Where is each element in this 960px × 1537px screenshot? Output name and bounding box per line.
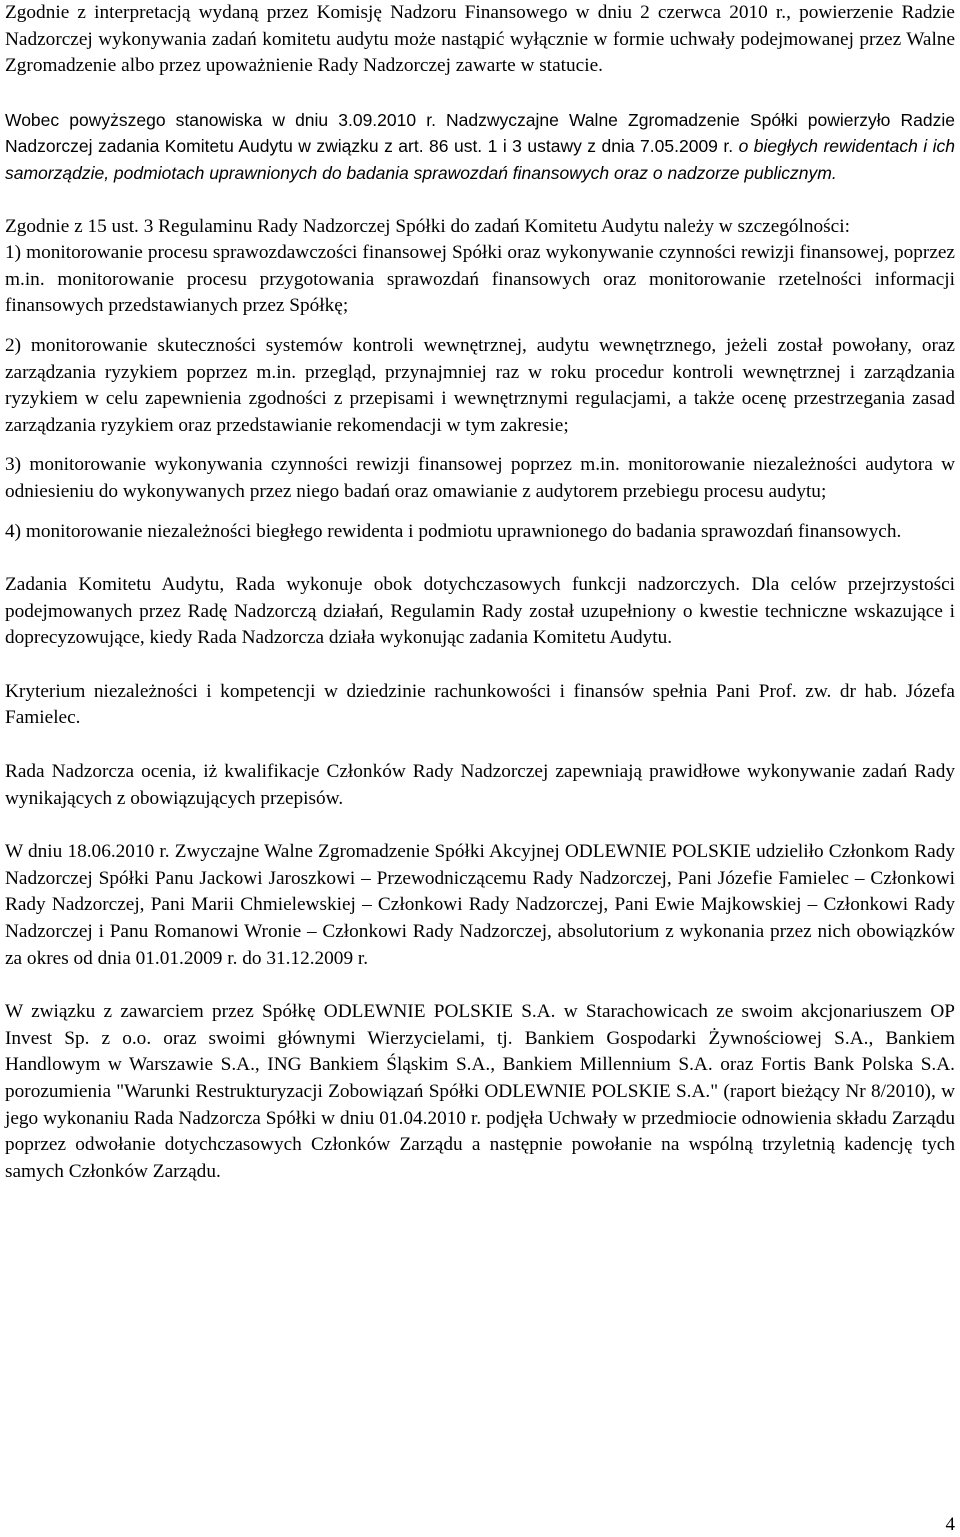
list-item-3: 3) monitorowanie wykonywania czynności rewizji finansowej poprzez m.in. monitorowanie niezależności audytora w odniesieniu do wykonywanych przez niego badań oraz omawianie z audytorem przebiegu procesu audytu; (5, 454, 955, 502)
paragraph-audit-tasks: Zadania Komitetu Audytu, Rada wykonuje obok dotychczasowych funkcji nadzorczych. Dla celów przejrzystości podejmowanych przez Radę Nadzorczą działań, Regulamin Rady został uzupełniony o kwestie techniczne wskazujące i doprecyzowujące, kiedy Rada Nadzorcza działa wykonując zadania Komitetu Audytu. (5, 574, 955, 649)
document-page (5, 0, 955, 1185)
paragraph-nwz-resolution (5, 107, 955, 187)
act-title-italic: o biegłych rewidentach i ich samorządzie, podmiotach uprawnionych do badania sprawozdań finansowych oraz o nadzorze publicznym. (5, 136, 955, 183)
paragraph-absolution: W dniu 18.06.2010 r. Zwyczajne Walne Zgromadzenie Spółki Akcyjnej ODLEWNIE POLSKIE udzieliło Członkom Rady Nadzorczej Spółki Panu Jackowi Jaroszkowi – Przewodniczącemu Rady Nadzorczej, Pani Józefie Famielec – Członkowi Rady Nadzorczej, Pani Marii Chmielewskiej – Członkowi Rady Nadzorczej, Pani Ewie Majkowskiej – Członkowi Rady Nadzorczej i Panu Romanowi Wronie – Członkowi Rady Nadzorczej, absolutorium z wykonania przez nich obowiązków za okres od dnia 01.01.2009 r. do 31.12.2009 r. (5, 841, 955, 969)
list-item-1: 1) monitorowanie procesu sprawozdawczości finansowej Spółki oraz wykonywanie czynności rewizji finansowej, poprzez m.in. monitorowanie procesu przygotowania sprawozdań finansowych oraz monitorowanie rzetelności informacji finansowych przedstawianych przez Spółkę; (5, 242, 955, 317)
list-item-2: 2) monitorowanie skuteczności systemów kontroli wewnętrznej, audytu wewnętrznego, jeżeli został powołany, oraz zarządzania ryzykiem poprzez m.in. przegląd, przynajmniej raz w roku procedur kontroli wewnętrznej i zarządzania ryzykiem w celu zapewnienia zgodności z przepisami i wewnętrznymi regulacjami, a także ocenę przestrzegania zasad zarządzania ryzykiem oraz przedstawianie rekomendacji w tym zakresie; (5, 334, 955, 436)
paragraph-restructuring: W związku z zawarciem przez Spółkę ODLEWNIE POLSKIE S.A. w Starachowicach ze swoim akcjonariuszem OP Invest Sp. z o.o. oraz swoimi głównymi Wierzycielami, tj. Bankiem Gospodarki Żywnościowej S.A., Bankiem Handlowym w Warszawie S.A., ING Bankiem Śląskim S.A., Bankiem Millennium S.A. oraz Fortis Bank Polska S.A. porozumienia "Warunki Restrukturyzacji Zobowiązań Spółki ODLEWNIE POLSKIE S.A." (raport bieżący Nr 8/2010), w jego wykonaniu Rada Nadzorcza Spółki w dniu 01.04.2010 r. podjęła Uchwały w przedmiocie odnowienia składu Zarządu poprzez odwołanie dotychczasowych Członków Zarządu a następnie powołanie na wspólną trzyletnią kadencję tych samych Członków Zarządu. (5, 1001, 955, 1182)
paragraph-regulation-intro: Zgodnie z 15 ust. 3 Regulaminu Rady Nadzorczej Spółki do zadań Komitetu Audytu należy w szczególności: (5, 215, 850, 237)
page-number: 4 (945, 1514, 955, 1535)
paragraph-independence-criterion: Kryterium niezależności i kompetencji w dziedzinie rachunkowości i finansów spełnia Pani Prof. zw. dr hab. Józefa Famielec. (5, 680, 955, 729)
paragraph-qualifications: Rada Nadzorcza ocenia, iż kwalifikacje Członków Rady Nadzorczej zapewniają prawidłowe wykonywanie zadań Rady wynikających z obowiązujących przepisów. (5, 761, 955, 809)
list-item-4: 4) monitorowanie niezależności biegłego rewidenta i podmiotu uprawnionego do badania sprawozdań finansowych. (5, 520, 902, 542)
paragraph-knf-interpretation: Zgodnie z interpretacją wydaną przez Komisję Nadzoru Finansowego w dniu 2 czerwca 2010 r., powierzenie Radzie Nadzorczej wykonywania zadań komitetu audytu może nastąpić wyłącznie w formie uchwały podejmowanej przez Walne Zgromadzenie albo przez upoważnienie Rady Nadzorczej zawarte w statucie. (5, 2, 955, 77)
paragraph-nwz-resolution-text: Wobec powyższego stanowiska w dniu 3.09.2010 r. Nadzwyczajne Walne Zgromadzenie Spółki powierzyło Radzie Nadzorczej zadania Komitetu Audytu w związku z art. 86 ust. 1 i 3 ustawy z dnia 7.05.2009 r. (5, 109, 955, 157)
